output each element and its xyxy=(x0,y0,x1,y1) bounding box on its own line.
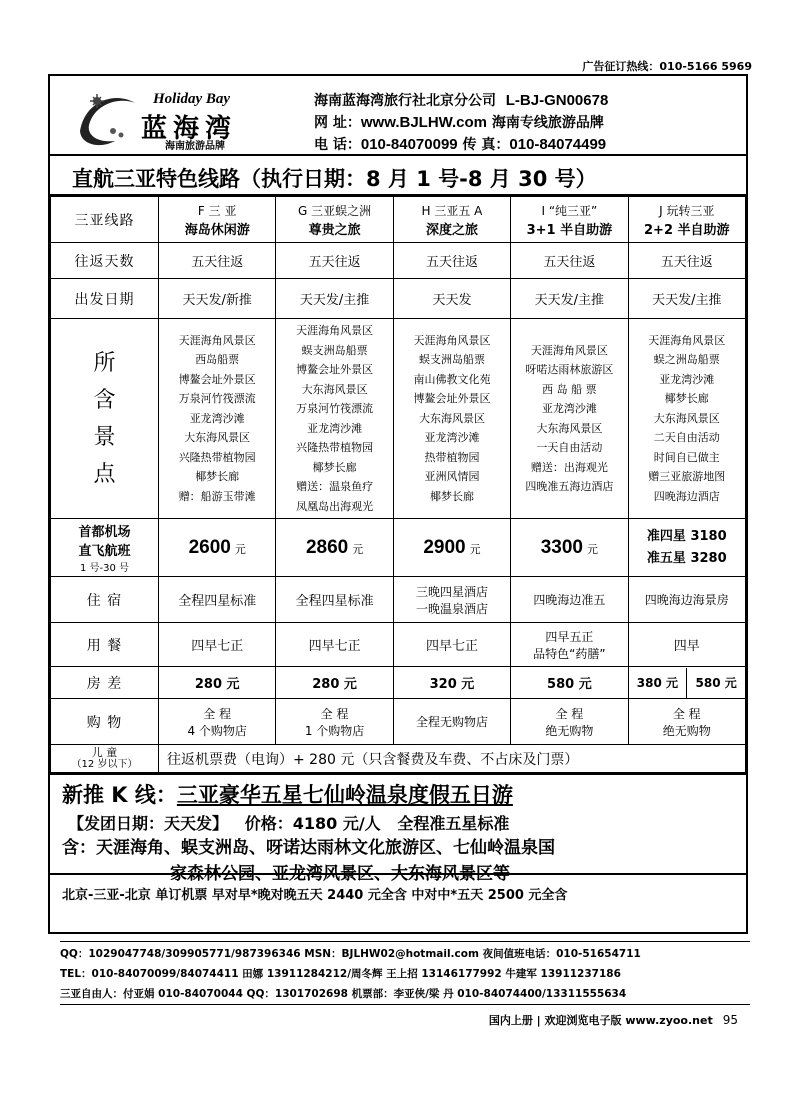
page-bar xyxy=(489,1012,738,1028)
shop-cell xyxy=(393,699,510,745)
route-header-h xyxy=(393,197,510,243)
footer-divider xyxy=(60,1004,750,1005)
shop-line: 绝无购物 xyxy=(545,723,594,738)
price-unit: 元 xyxy=(234,542,246,556)
row-label-shop: 购 物 xyxy=(51,699,159,745)
tel-label: 电 话： xyxy=(314,137,361,153)
route-name: 2+2 半自助游 xyxy=(644,222,730,238)
k-line-price: 价格：4180 元/人 xyxy=(244,814,381,833)
table-row xyxy=(51,667,746,699)
flight-label: 直飞航班 xyxy=(78,544,131,559)
shop-line: 全 程 xyxy=(672,706,701,721)
spot-item: 天涯海角风景区 xyxy=(413,333,491,347)
stay-cell xyxy=(159,577,276,623)
shop-line: 全 程 xyxy=(555,706,584,721)
spot-item: 亚龙湾沙滩 xyxy=(189,411,245,425)
k-line-section xyxy=(50,773,746,884)
footer-contacts xyxy=(60,944,750,1004)
price-value: 2860 xyxy=(305,536,349,558)
route-name: 海岛休闲游 xyxy=(184,222,250,238)
spots-cell xyxy=(276,319,393,519)
fax-label: 传 真： xyxy=(462,137,510,153)
site-suffix: 海南专线旅游品牌 xyxy=(491,115,604,131)
spot-item: 热带植物园 xyxy=(424,450,480,464)
days-cell: 五天往返 xyxy=(276,243,393,279)
shop-cell xyxy=(276,699,393,745)
spot-item: 兴隆热带植物园 xyxy=(296,441,374,454)
route-code: J 玩转三亚 xyxy=(659,203,715,218)
spot-item: 蜈支洲岛船票 xyxy=(301,343,368,357)
table-row xyxy=(51,577,746,623)
route-name: 3+1 半自助游 xyxy=(526,222,613,238)
shop-line: 1 个购物店 xyxy=(304,723,365,738)
k-line-includes-cont: 家森林公园、亚龙湾风景区、大东海风景区等 xyxy=(170,864,510,884)
price-value: 3300 xyxy=(540,536,584,558)
meal-line: 四早五正 xyxy=(545,629,594,644)
flight-dates: 1 号-30 号 xyxy=(79,563,130,574)
price-cell xyxy=(511,519,628,577)
spot-item: 凤凰岛出海观光 xyxy=(296,499,374,513)
website-link[interactable]: www.BJLHW.com xyxy=(360,114,487,131)
table-row xyxy=(51,519,746,577)
spot-item: 四晚海边酒店 xyxy=(653,489,720,503)
spot-item: 西岛船票 xyxy=(195,353,240,367)
spot-item: 赠送：温泉鱼疗 xyxy=(296,480,374,493)
room-cell: 280 元 xyxy=(276,667,393,699)
spot-item: 蜈支洲岛船票 xyxy=(418,353,485,367)
footer-line: TEL：010-84070099/84074411 田娜 13911284212/周冬辉 王上招 13146177992 牛建军 13911237186 xyxy=(60,968,621,980)
spot-item: 椰梦长廊 xyxy=(195,470,240,484)
spot-item: 亚龙湾沙滩 xyxy=(307,421,363,435)
spot-item: 博鳌会址外景区 xyxy=(413,392,491,406)
price-cell xyxy=(276,519,393,577)
flight-label: 首都机场 xyxy=(78,525,131,540)
depart-cell: 天天发 xyxy=(393,279,510,319)
spot-item: 天涯海角风景区 xyxy=(530,343,608,357)
route-code: G 三亚蜈之洲 xyxy=(298,203,372,218)
spot-item: 天涯海角风景区 xyxy=(178,333,256,347)
shop-line: 绝无购物 xyxy=(662,723,711,738)
shop-line: 全 程 xyxy=(320,706,349,721)
table-row xyxy=(51,279,746,319)
child-label: 儿 童 xyxy=(91,745,118,759)
stay-cell xyxy=(276,577,393,623)
spot-item: 椰梦长廊 xyxy=(312,460,357,474)
spot-item: 博鳌会址外景区 xyxy=(178,372,256,386)
k-line-depart: 【发团日期：天天发】 xyxy=(68,814,229,833)
k-line-standard: 全程准五星标准 xyxy=(397,814,510,833)
stay-cell xyxy=(393,577,510,623)
spots-label-char: 含 xyxy=(93,387,116,413)
row-label-route: 三亚线路 xyxy=(51,197,159,243)
spot-item: 万泉河竹筏漂流 xyxy=(296,402,374,415)
spot-item: 时间自已做主 xyxy=(653,450,720,464)
depart-cell: 天天发/新推 xyxy=(159,279,276,319)
row-label-spots xyxy=(51,319,159,519)
days-cell: 五天往返 xyxy=(159,243,276,279)
spot-item: 万泉河竹筏漂流 xyxy=(178,392,256,406)
logo-chinese: 蓝海湾 xyxy=(141,114,238,144)
spots-cell xyxy=(159,319,276,519)
spot-item: 天涯海角风景区 xyxy=(648,333,726,347)
route-header-j xyxy=(628,197,745,243)
spot-item: 大东海风景区 xyxy=(536,421,603,435)
page-number: 95 xyxy=(722,1013,738,1027)
price-cell xyxy=(628,519,745,577)
license-number: L-BJ-GN00678 xyxy=(505,92,609,109)
ad-frame xyxy=(48,74,748,934)
row-label-room: 房 差 xyxy=(51,667,159,699)
meal-line: 四早 xyxy=(673,639,700,654)
days-cell: 五天往返 xyxy=(511,243,628,279)
page-title: 直航三亚特色线路（执行日期：8 月 1 号-8 月 30 号） xyxy=(50,156,746,196)
spot-item: 大东海风景区 xyxy=(418,411,485,425)
spot-item: 大东海风景区 xyxy=(653,411,720,425)
child-age: （12 岁以下） xyxy=(71,758,138,770)
spot-item: 天涯海角风景区 xyxy=(296,324,374,337)
price-unit: 元 xyxy=(469,542,481,556)
row-label-meal: 用 餐 xyxy=(51,623,159,667)
company-contact xyxy=(314,90,608,156)
room-cell: 580 元 xyxy=(511,667,628,699)
spot-item: 兴隆热带植物园 xyxy=(178,450,256,464)
spot-item: 赠：船游玉带滩 xyxy=(178,489,256,503)
k-line-prefix: 新推 K 线： xyxy=(62,783,177,807)
depart-cell: 天天发/主推 xyxy=(276,279,393,319)
air-ticket-offer: 北京-三亚-北京 单订机票 早对早*晚对晚五天 2440 元全含 中对中*五天 2500 元全含 xyxy=(50,873,746,909)
shop-line: 全 程 xyxy=(203,706,232,721)
stay-line: 全程四星标准 xyxy=(178,594,257,609)
spot-item: 二天自由活动 xyxy=(653,431,720,445)
stay-cell xyxy=(628,577,745,623)
spot-item: 亚龙湾沙滩 xyxy=(541,402,597,415)
route-code: H 三亚五 A xyxy=(421,203,483,218)
spot-item: 椰梦长廊 xyxy=(429,489,474,503)
row-label-days: 往返天数 xyxy=(51,243,159,279)
row-label-depart: 出发日期 xyxy=(51,279,159,319)
route-header-i xyxy=(511,197,628,243)
spot-item: 一天自由活动 xyxy=(536,441,603,454)
depart-cell: 天天发/主推 xyxy=(511,279,628,319)
spot-item: 博鳌会址外景区 xyxy=(296,363,374,376)
spot-item: 亚龙湾沙滩 xyxy=(659,372,715,386)
price-value: 2600 xyxy=(188,536,231,558)
spots-label-char: 点 xyxy=(93,461,116,487)
spot-item: 亚洲风情园 xyxy=(424,470,480,484)
meal-cell xyxy=(511,623,628,667)
row-label-flight xyxy=(51,519,159,577)
depart-cell: 天天发/主推 xyxy=(628,279,745,319)
price-unit: 元 xyxy=(587,542,598,556)
row-label-child xyxy=(51,745,159,773)
stay-line: 四晚海边海景房 xyxy=(644,593,729,607)
meal-line: 四早七正 xyxy=(308,639,361,654)
meal-cell xyxy=(393,623,510,667)
meal-cell xyxy=(628,623,745,667)
room-cell-split xyxy=(628,667,745,699)
spots-cell xyxy=(393,319,510,519)
spot-item: 椰梦长廊 xyxy=(664,392,709,406)
meal-line: 四早七正 xyxy=(191,639,244,654)
spot-item: 赠送：出海观光 xyxy=(530,460,608,474)
header xyxy=(50,76,746,156)
row-label-stay: 住 宿 xyxy=(51,577,159,623)
tel-number: 010-84070099 xyxy=(360,136,458,153)
page-bar-text: 国内上册 | 欢迎浏览电子版 www.zyoo.net xyxy=(488,1014,713,1027)
price-cell xyxy=(159,519,276,577)
child-fee: 往返机票费（电询）+ 280 元（只含餐费及车费、不占床及门票） xyxy=(159,745,746,773)
spots-label-char: 景 xyxy=(93,424,116,450)
spot-item: 亚龙湾沙滩 xyxy=(424,431,480,445)
days-cell: 五天往返 xyxy=(628,243,745,279)
wave-logo-icon xyxy=(75,91,145,149)
route-code: F 三 亚 xyxy=(197,203,237,218)
footer-line: QQ：1029047748/309905771/987396346 MSN：BJLHW02@hotmail.com 夜间值班电话：010-51654711 xyxy=(60,948,641,960)
company-name: 海南蓝海湾旅行社北京分公司 xyxy=(314,93,496,109)
stay-line: 全程四星标准 xyxy=(295,594,374,609)
stay-line: 四晚海边准五 xyxy=(533,593,606,607)
price-cell xyxy=(393,519,510,577)
logo-slogan: 海南旅游品牌 xyxy=(165,141,225,152)
stay-line: 一晚温泉酒店 xyxy=(415,601,488,616)
shop-cell xyxy=(511,699,628,745)
spot-item: 呀喏达雨林旅游区 xyxy=(525,363,614,376)
fax-number: 010-84074499 xyxy=(509,136,607,153)
shop-cell xyxy=(159,699,276,745)
room-cell: 280 元 xyxy=(159,667,276,699)
shop-line: 全程无购物店 xyxy=(415,715,488,729)
room-split-value: 580 元 xyxy=(695,675,737,690)
table-row xyxy=(51,623,746,667)
route-code: I “纯三亚” xyxy=(541,203,598,218)
meal-cell xyxy=(276,623,393,667)
spot-item: 赠三亚旅游地图 xyxy=(648,470,726,484)
route-name: 深度之旅 xyxy=(425,222,478,238)
meal-line: 四早七正 xyxy=(425,639,478,654)
footer-line: 三亚自由人：付亚娟 010-84070044 QQ：1301702698 机票部：李亚侠/梁 丹 010-84074400/13311555634 xyxy=(60,988,627,1000)
k-line-includes: 含：天涯海角、蜈支洲岛、呀诺达雨林文化旅游区、七仙岭温泉国 xyxy=(62,838,555,858)
price-line: 准四星 3180 xyxy=(646,528,727,544)
spot-item: 大东海风景区 xyxy=(301,382,368,396)
spots-cell xyxy=(511,319,628,519)
spot-item: 大东海风景区 xyxy=(184,431,251,445)
table-row xyxy=(51,699,746,745)
stay-line: 三晚四星酒店 xyxy=(415,584,488,599)
shop-line: 4 个购物店 xyxy=(187,723,247,738)
route-header-f xyxy=(159,197,276,243)
ad-hotline: 广告征订热线：010-5166 5969 xyxy=(582,60,752,73)
meal-line: 品特色“药膳” xyxy=(533,646,606,661)
spot-item: 南山佛教文化苑 xyxy=(413,372,491,386)
spot-item: 蜈之洲岛船票 xyxy=(653,353,720,367)
spot-item: 四晚准五海边酒店 xyxy=(525,480,614,493)
days-cell: 五天往返 xyxy=(393,243,510,279)
spots-cell xyxy=(628,319,745,519)
spots-label-char: 所 xyxy=(93,350,116,376)
shop-cell xyxy=(628,699,745,745)
k-line-name: 三亚豪华五星七仙岭温泉度假五日游 xyxy=(176,783,513,807)
price-unit: 元 xyxy=(352,542,364,556)
route-name: 尊贵之旅 xyxy=(308,222,361,238)
table-row xyxy=(51,197,746,243)
logo-english: Holiday Bay xyxy=(153,91,231,107)
table-row xyxy=(51,745,746,773)
route-header-g xyxy=(276,197,393,243)
spot-item: 西 岛 船 票 xyxy=(542,382,597,396)
meal-cell xyxy=(159,623,276,667)
stay-cell xyxy=(511,577,628,623)
price-line: 准五星 3280 xyxy=(646,550,727,566)
price-value: 2900 xyxy=(423,536,466,558)
logo xyxy=(75,81,305,152)
route-table xyxy=(50,196,746,773)
table-row xyxy=(51,243,746,279)
room-split-value: 380 元 xyxy=(629,668,688,698)
footer-divider xyxy=(60,941,750,942)
table-row xyxy=(51,319,746,519)
site-label: 网 址： xyxy=(314,115,361,131)
room-cell: 320 元 xyxy=(393,667,510,699)
